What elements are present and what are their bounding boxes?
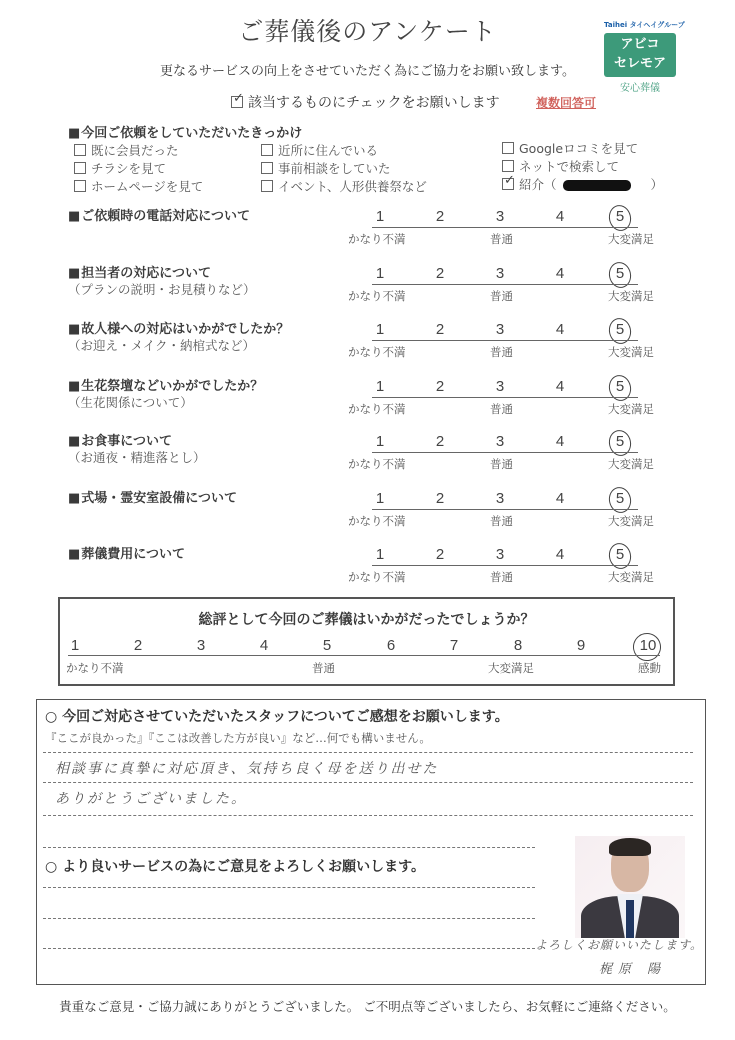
writing-line[interactable] xyxy=(43,918,535,919)
scale-label-high: 大変満足 xyxy=(608,289,654,303)
overall-option-6[interactable]: 6 xyxy=(386,637,396,654)
scale-label-mid: 普通 xyxy=(490,232,513,246)
overall-scale-line xyxy=(68,655,660,656)
checkbox-icon[interactable] xyxy=(74,180,86,192)
rating-option-5[interactable]: 5 xyxy=(615,378,625,395)
overall-option-10[interactable]: 10 xyxy=(639,637,657,654)
rating-option-3[interactable]: 3 xyxy=(495,208,505,225)
scale-label-high: 大変満足 xyxy=(608,514,654,528)
rating-option-2[interactable]: 2 xyxy=(435,546,445,563)
rating-option-1[interactable]: 1 xyxy=(375,265,385,282)
logo-line1: アビコ xyxy=(620,37,660,52)
staff-feedback-hint: 『ここが良かった』『ここは改善した方が良い』など…何でも構いません。 xyxy=(45,731,431,745)
trigger-heading: ■ 今回ご依頼をしていただいたきっかけ xyxy=(68,122,302,141)
rating-scale xyxy=(348,490,662,540)
overall-option-4[interactable]: 4 xyxy=(259,637,269,654)
rating-option-1[interactable]: 1 xyxy=(375,546,385,563)
overall-label-top: 感動 xyxy=(638,661,661,675)
scale-label-high: 大変満足 xyxy=(608,345,654,359)
overall-label-low: かなり不満 xyxy=(66,661,124,675)
rating-question: ■ 故人様への対応はいかがでしたか？ xyxy=(68,318,289,337)
option-homepage[interactable]: ホームページを見て xyxy=(74,177,203,195)
staff-feedback-answer-line2[interactable]: ありがとうございました。 xyxy=(55,791,247,807)
staff-message: よろしくお願いいたします。 xyxy=(535,938,704,952)
checkbox-icon[interactable] xyxy=(261,180,273,192)
writing-line xyxy=(43,782,693,783)
scale-label-low: かなり不満 xyxy=(348,289,406,303)
survey-subtitle: 更なるサービスの向上をさせていただく為にご協力をお願い致します。 xyxy=(160,64,575,79)
survey-title: ご葬儀後のアンケート xyxy=(238,17,497,46)
rating-question: ■ 式場・霊安室設備について xyxy=(68,487,237,506)
scale-label-low: かなり不満 xyxy=(348,514,406,528)
scale-label-low: かなり不満 xyxy=(348,345,406,359)
rating-option-1[interactable]: 1 xyxy=(375,378,385,395)
rating-question: ■ 担当者の対応について xyxy=(68,262,211,281)
scale-line xyxy=(372,340,638,341)
scale-label-mid: 普通 xyxy=(490,402,513,416)
checkbox-icon[interactable] xyxy=(74,144,86,156)
scale-line xyxy=(372,565,638,566)
scale-line xyxy=(372,284,638,285)
writing-line[interactable] xyxy=(43,887,535,888)
scale-label-mid: 普通 xyxy=(490,289,513,303)
scale-label-low: かなり不満 xyxy=(348,457,406,471)
logo-line2: セレモア xyxy=(613,56,666,71)
rating-option-5[interactable]: 5 xyxy=(615,433,625,450)
scale-label-high: 大変満足 xyxy=(608,570,654,584)
rating-option-2[interactable]: 2 xyxy=(435,433,445,450)
checkbox-icon xyxy=(231,96,243,108)
rating-option-1[interactable]: 1 xyxy=(375,321,385,338)
scale-label-mid: 普通 xyxy=(490,457,513,471)
scale-label-low: かなり不満 xyxy=(348,570,406,584)
logo-mark xyxy=(604,33,676,77)
rating-option-3[interactable]: 3 xyxy=(495,490,505,507)
rating-option-4[interactable]: 4 xyxy=(555,321,565,338)
overall-option-8[interactable]: 8 xyxy=(513,637,523,654)
rating-option-4[interactable]: 4 xyxy=(555,490,565,507)
overall-option-3[interactable]: 3 xyxy=(196,637,206,654)
rating-option-3[interactable]: 3 xyxy=(495,433,505,450)
rating-scale xyxy=(348,546,662,596)
redacted-name xyxy=(563,180,631,191)
staff-feedback-answer-line1[interactable]: 相談事に真摯に対応頂き、気持ち良く母を送り出せた xyxy=(55,761,439,777)
option-nearby[interactable]: 近所に住んでいる xyxy=(261,141,378,159)
rating-scale xyxy=(348,433,662,483)
overall-label-high: 大変満足 xyxy=(488,661,534,675)
footer-thanks: 貴重なご意見・ご協力誠にありがとうございました。 ご不明点等ございましたら、お気軽にご連絡ください。 xyxy=(59,999,676,1014)
rating-option-3[interactable]: 3 xyxy=(495,378,505,395)
checkbox-icon[interactable] xyxy=(502,160,514,172)
rating-option-2[interactable]: 2 xyxy=(435,208,445,225)
option-net-search[interactable]: ネットで検索して xyxy=(502,157,619,175)
rating-question: ■ お食事について xyxy=(68,430,172,449)
checkbox-icon[interactable] xyxy=(261,144,273,156)
rating-scale xyxy=(348,265,662,315)
rating-question-note: （生花関係について） xyxy=(68,395,193,410)
check-instruction xyxy=(231,92,500,112)
rating-option-3[interactable]: 3 xyxy=(495,321,505,338)
scale-label-mid: 普通 xyxy=(490,514,513,528)
multiple-answer-note: 複数回答可 xyxy=(536,96,597,110)
rating-option-5[interactable]: 5 xyxy=(615,490,625,507)
overall-option-7[interactable]: 7 xyxy=(449,637,459,654)
rating-option-4[interactable]: 4 xyxy=(555,433,565,450)
rating-question-note: （お通夜・精進落とし） xyxy=(68,450,206,465)
scale-label-high: 大変満足 xyxy=(608,232,654,246)
overall-option-9[interactable]: 9 xyxy=(576,637,586,654)
rating-option-1[interactable]: 1 xyxy=(375,208,385,225)
rating-option-3[interactable]: 3 xyxy=(495,546,505,563)
rating-option-2[interactable]: 2 xyxy=(435,321,445,338)
overall-option-1[interactable]: 1 xyxy=(70,637,80,654)
rating-option-2[interactable]: 2 xyxy=(435,490,445,507)
option-referral[interactable]: ✓紹介（ ） xyxy=(502,175,663,193)
suggestions-heading: ○ より良いサービスの為にご意見をよろしくお願いします。 xyxy=(45,859,425,875)
writing-line xyxy=(43,815,693,816)
company-logo xyxy=(604,20,684,94)
rating-scale xyxy=(348,208,662,258)
checkbox-checked-icon[interactable] xyxy=(502,178,514,190)
scale-label-high: 大変満足 xyxy=(608,402,654,416)
scale-label-mid: 普通 xyxy=(490,345,513,359)
rating-question: ■ 葬儀費用について xyxy=(68,543,185,562)
staff-photo xyxy=(575,836,685,938)
checkbox-icon[interactable] xyxy=(74,162,86,174)
rating-question: ■ 生花祭壇などいかがでしたか？ xyxy=(68,375,263,394)
instruction-text: 該当するものにチェックをお願いします xyxy=(248,95,500,111)
scale-label-mid: 普通 xyxy=(490,570,513,584)
rating-option-5[interactable]: 5 xyxy=(615,321,625,338)
rating-question-note: （プランの説明・お見積りなど） xyxy=(68,282,256,297)
checkbox-icon[interactable] xyxy=(261,162,273,174)
rating-option-4[interactable]: 4 xyxy=(555,208,565,225)
rating-question-note: （お迎え・メイク・納棺式など） xyxy=(68,338,256,353)
writing-line xyxy=(43,752,693,753)
rating-option-2[interactable]: 2 xyxy=(435,378,445,395)
scale-label-low: かなり不満 xyxy=(348,402,406,416)
rating-option-5[interactable]: 5 xyxy=(615,546,625,563)
writing-line xyxy=(43,847,535,848)
logo-tagline: 安心葬儀 xyxy=(620,83,660,94)
writing-line[interactable] xyxy=(43,948,535,949)
checkbox-icon[interactable] xyxy=(502,142,514,154)
overall-rating-box xyxy=(58,597,675,686)
scale-line xyxy=(372,227,638,228)
option-member[interactable]: 既に会員だった xyxy=(74,141,179,159)
rating-option-4[interactable]: 4 xyxy=(555,378,565,395)
scale-label-low: かなり不満 xyxy=(348,232,406,246)
staff-name: 梶原 陽 xyxy=(599,962,667,977)
overall-question: 総評として今回のご葬儀はいかがだったでしょうか？ xyxy=(198,612,535,628)
rating-scale xyxy=(348,378,662,428)
rating-option-2[interactable]: 2 xyxy=(435,265,445,282)
rating-option-4[interactable]: 4 xyxy=(555,265,565,282)
scale-line xyxy=(372,397,638,398)
staff-feedback-heading: ○ 今回ご対応させていただいたスタッフについてご感想をお願いします。 xyxy=(45,709,509,725)
scale-line xyxy=(372,509,638,510)
rating-option-1[interactable]: 1 xyxy=(375,433,385,450)
overall-option-5[interactable]: 5 xyxy=(322,637,332,654)
group-name: Taihei タイヘイグループ xyxy=(604,21,685,29)
rating-option-5[interactable]: 5 xyxy=(615,265,625,282)
option-flyer[interactable]: チラシを見て xyxy=(74,159,166,177)
rating-option-3[interactable]: 3 xyxy=(495,265,505,282)
rating-option-1[interactable]: 1 xyxy=(375,490,385,507)
scale-line xyxy=(372,452,638,453)
rating-question: ■ ご依頼時の電話対応について xyxy=(68,205,250,224)
option-google-review[interactable]: Googleロコミを見て xyxy=(502,139,638,157)
option-preconsult[interactable]: 事前相談をしていた xyxy=(261,159,391,177)
rating-option-4[interactable]: 4 xyxy=(555,546,565,563)
rating-option-5[interactable]: 5 xyxy=(615,208,625,225)
scale-label-high: 大変満足 xyxy=(608,457,654,471)
option-event[interactable]: イベント、人形供養祭など xyxy=(261,177,427,195)
selected-circle-mark xyxy=(630,630,663,663)
overall-label-mid: 普通 xyxy=(312,661,335,675)
rating-scale xyxy=(348,321,662,371)
overall-scale-numbers xyxy=(60,637,673,657)
overall-option-2[interactable]: 2 xyxy=(133,637,143,654)
